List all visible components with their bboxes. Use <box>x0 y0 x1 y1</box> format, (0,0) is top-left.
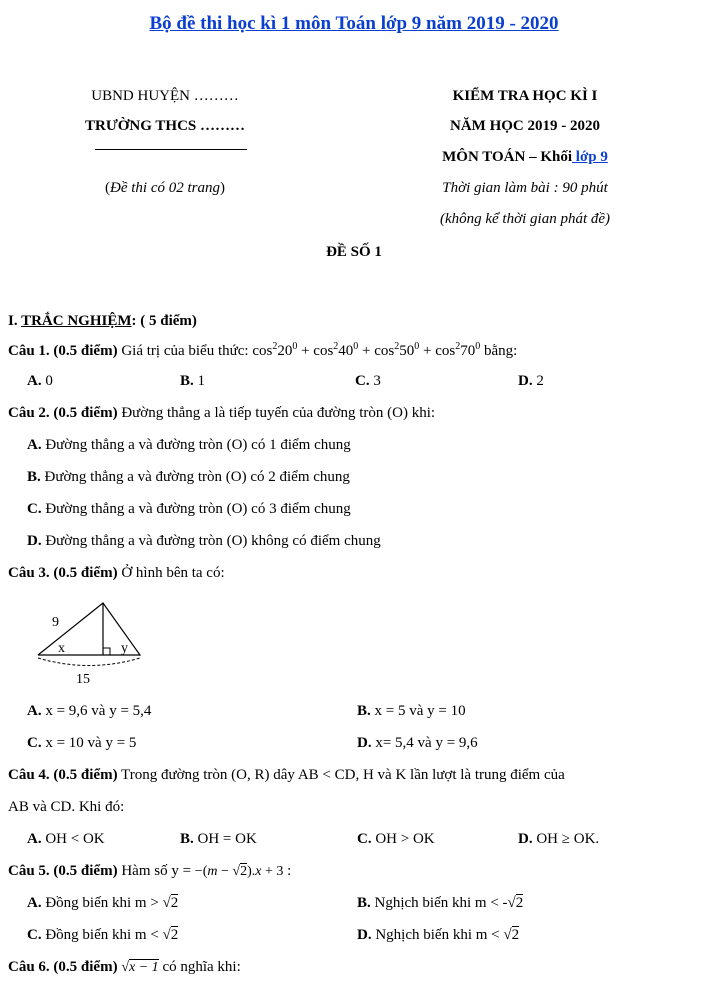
section-roman: I. <box>8 313 18 329</box>
q1-option-b[interactable] <box>180 373 205 390</box>
q1-option-d-text: 2 <box>532 373 544 389</box>
q1-option-a-text: 0 <box>41 373 53 389</box>
function-formula: −(m − √2).x + 3 <box>194 864 284 879</box>
school-year: NĂM HỌC 2019 - 2020 <box>450 118 600 134</box>
q4-option-d-text: OH ≥ OK. <box>532 831 600 847</box>
question-6-label: Câu 6. (0.5 điểm) <box>8 959 118 975</box>
question-4-continued: AB và CD. Khi đó: <box>8 799 125 815</box>
q2-option-b-letter: B. <box>27 469 41 485</box>
section-name: TRẮC NGHIỆM <box>21 313 132 329</box>
sqrt-expression: √x − 1 <box>121 960 159 975</box>
q4-option-a-letter: A. <box>27 831 42 847</box>
q4-option-b[interactable] <box>180 831 257 848</box>
document-title[interactable]: Bộ đề thi học kì 1 môn Toán lớp 9 năm 2019 - 2020 <box>149 13 559 34</box>
q3-option-d-text: x= 5,4 và y = 9,6 <box>371 735 478 751</box>
question-3-text: Ở hình bên ta có: <box>117 565 225 581</box>
q1-option-d[interactable] <box>518 373 544 390</box>
q4-option-c[interactable] <box>357 831 435 848</box>
q3-option-a-text: x = 9,6 và y = 5,4 <box>41 703 152 719</box>
q1-option-b-text: 1 <box>193 373 206 389</box>
school-label: TRƯỜNG THCS ……… <box>84 118 246 134</box>
q1-option-c-text: 3 <box>369 373 381 389</box>
time-note: (không kể thời gian phát đề) <box>439 211 611 227</box>
q1-option-d-letter: D. <box>518 373 533 389</box>
q2-option-a-letter: A. <box>27 437 42 453</box>
question-1-label: Câu 1. (0.5 điểm) <box>8 343 118 359</box>
q5-option-d[interactable]: D. Nghịch biến khi m < √2 <box>357 927 520 943</box>
q5-option-d-text: Nghịch biến khi m < <box>371 927 504 943</box>
q1-option-a[interactable] <box>27 373 53 390</box>
q3-option-b-text: x = 5 và y = 10 <box>370 703 466 719</box>
q3-option-c[interactable] <box>27 735 136 752</box>
question-4 <box>8 767 565 784</box>
section-heading <box>8 313 197 330</box>
q3-option-a[interactable] <box>27 703 151 720</box>
q5-option-d-letter: D. <box>357 927 372 943</box>
label-base: 15 <box>76 672 90 687</box>
question-2-text: Đường thẳng a là tiếp tuyến của đường tròn (O) khi: <box>117 405 436 421</box>
page-count-note: (Đề thi có 02 trang) <box>105 180 225 196</box>
district-label: UBND HUYỆN ……… <box>91 88 239 104</box>
q5-option-b-text: Nghịch biến khi m < - <box>370 895 508 911</box>
page-count-text: Đề thi có 02 trang <box>110 180 220 196</box>
q5-option-a-letter: A. <box>27 895 42 911</box>
question-2 <box>8 405 435 422</box>
q2-option-a-text: Đường thẳng a và đường tròn (O) có 1 điểm chung <box>41 437 351 453</box>
question-3-label: Câu 3. (0.5 điểm) <box>8 565 118 581</box>
q2-option-a[interactable] <box>27 437 351 454</box>
q5-option-c-letter: C. <box>27 927 42 943</box>
q2-option-b[interactable] <box>27 469 350 486</box>
header-divider <box>95 149 247 150</box>
q1-option-a-letter: A. <box>27 373 42 389</box>
question-2-label: Câu 2. (0.5 điểm) <box>8 405 118 421</box>
label-side: 9 <box>52 615 59 630</box>
q5-option-c-text: Đồng biến khi m < <box>41 927 163 943</box>
q5-option-a-text: Đồng biến khi m > <box>41 895 163 911</box>
triangle-figure <box>28 598 158 688</box>
q5-option-b-letter: B. <box>357 895 371 911</box>
q2-option-d[interactable] <box>27 533 381 550</box>
subject-line <box>400 149 650 166</box>
q3-option-a-letter: A. <box>27 703 42 719</box>
q4-option-c-letter: C. <box>357 831 372 847</box>
subject-text: MÔN TOÁN – Khối <box>442 149 573 165</box>
q3-option-c-text: x = 10 và y = 5 <box>41 735 137 751</box>
question-6-text: có nghĩa khi: <box>158 959 241 975</box>
q4-option-b-letter: B. <box>180 831 194 847</box>
section-points: : ( 5 điểm) <box>131 313 197 329</box>
q4-option-c-text: OH > OK <box>371 831 435 847</box>
question-1: Câu 1. (0.5 điểm) Giá trị của biểu thức: $\cos^220^0 + \cos^240^0 + \cos^250^0 + \cos^270^0$ bằng: <box>8 341 518 359</box>
question-5-label: Câu 5. (0.5 điểm) <box>8 863 118 879</box>
q3-option-c-letter: C. <box>27 735 42 751</box>
question-4-label: Câu 4. (0.5 điểm) <box>8 767 118 783</box>
q2-option-c-text: Đường thẳng a và đường tròn (O) có 3 điểm chung <box>41 501 351 517</box>
exam-title: KIỂM TRA HỌC KÌ I <box>452 88 598 104</box>
q3-option-d[interactable] <box>357 735 478 752</box>
q2-option-c-letter: C. <box>27 501 42 517</box>
question-5-text: Hàm số y = <box>117 863 195 879</box>
q3-option-b[interactable] <box>357 703 466 720</box>
exam-code: ĐỀ SỐ 1 <box>326 244 382 260</box>
q2-option-c[interactable] <box>27 501 351 518</box>
q1-option-c[interactable] <box>355 373 381 390</box>
q5-option-a[interactable]: A. Đồng biến khi m > √2 <box>27 895 179 911</box>
label-x: x <box>58 641 65 656</box>
q4-option-a-text: OH < OK <box>41 831 105 847</box>
question-5: Câu 5. (0.5 điểm) Hàm số y = −(m − √2).x + 3 : <box>8 863 292 879</box>
q4-option-d-letter: D. <box>518 831 533 847</box>
q1-option-b-letter: B. <box>180 373 194 389</box>
q5-option-b[interactable]: B. Nghịch biến khi m < -√2 <box>357 895 524 911</box>
q3-option-b-letter: B. <box>357 703 371 719</box>
q4-option-b-text: OH = OK <box>193 831 257 847</box>
q3-option-d-letter: D. <box>357 735 372 751</box>
q1-option-c-letter: C. <box>355 373 370 389</box>
question-3 <box>8 565 225 582</box>
question-4-text: Trong đường tròn (O, R) dây AB < CD, H và K lần lượt là trung điểm của <box>117 767 565 783</box>
q2-option-b-text: Đường thẳng a và đường tròn (O) có 2 điểm chung <box>40 469 350 485</box>
time-limit: Thời gian làm bài : 90 phút <box>442 180 608 196</box>
grade-link[interactable]: lớp 9 <box>572 149 608 165</box>
question-6 <box>8 959 241 976</box>
q4-option-d[interactable] <box>518 831 599 848</box>
q5-option-c[interactable]: C. Đồng biến khi m < √2 <box>27 927 179 943</box>
q2-option-d-text: Đường thẳng a và đường tròn (O) không có điểm chung <box>41 533 381 549</box>
question-1-text: Giá trị của biểu thức: cos <box>117 343 273 359</box>
q2-option-d-letter: D. <box>27 533 42 549</box>
q4-option-a[interactable] <box>27 831 105 848</box>
label-y: y <box>121 641 128 656</box>
